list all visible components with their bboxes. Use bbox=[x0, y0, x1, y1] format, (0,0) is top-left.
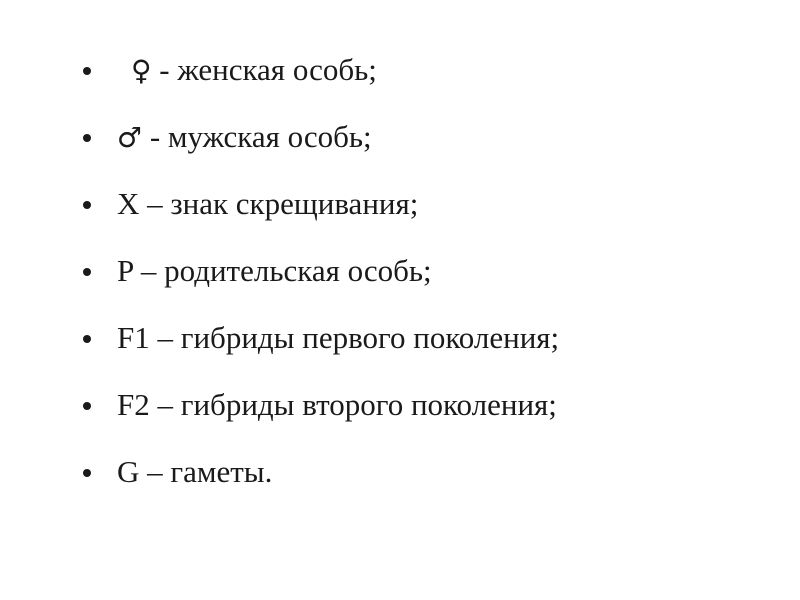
bullet-icon bbox=[83, 268, 91, 276]
parent-label: P – родительская особь; bbox=[117, 253, 432, 288]
bullet-icon bbox=[83, 335, 91, 343]
list-item-f1 bbox=[83, 316, 763, 383]
list-item-f2 bbox=[83, 383, 763, 450]
list-item-gametes bbox=[83, 450, 763, 517]
cross-label: X – знак скрещивания; bbox=[117, 186, 419, 221]
bullet-icon bbox=[83, 201, 91, 209]
list-item-female bbox=[83, 48, 763, 115]
bullet-icon bbox=[83, 402, 91, 410]
f1-label: F1 – гибриды первого поколения; bbox=[117, 320, 560, 355]
list-item-text bbox=[131, 48, 377, 93]
bullet-icon bbox=[83, 67, 91, 75]
list-item-cross bbox=[83, 182, 763, 249]
list-item-male bbox=[83, 115, 763, 182]
male-sign-icon: ♂ bbox=[117, 121, 143, 154]
female-label: - женская особь; bbox=[151, 52, 377, 87]
gametes-label: G – гаметы. bbox=[117, 454, 273, 489]
male-label: - мужская особь; bbox=[142, 119, 372, 154]
list-item-parent bbox=[83, 249, 763, 316]
list-item-text bbox=[117, 115, 372, 160]
f2-label: F2 – гибриды второго поколения; bbox=[117, 387, 557, 422]
bullet-icon bbox=[83, 134, 91, 142]
notation-legend-list bbox=[83, 48, 763, 517]
bullet-icon bbox=[83, 469, 91, 477]
female-sign-icon: ♀ bbox=[131, 54, 152, 87]
